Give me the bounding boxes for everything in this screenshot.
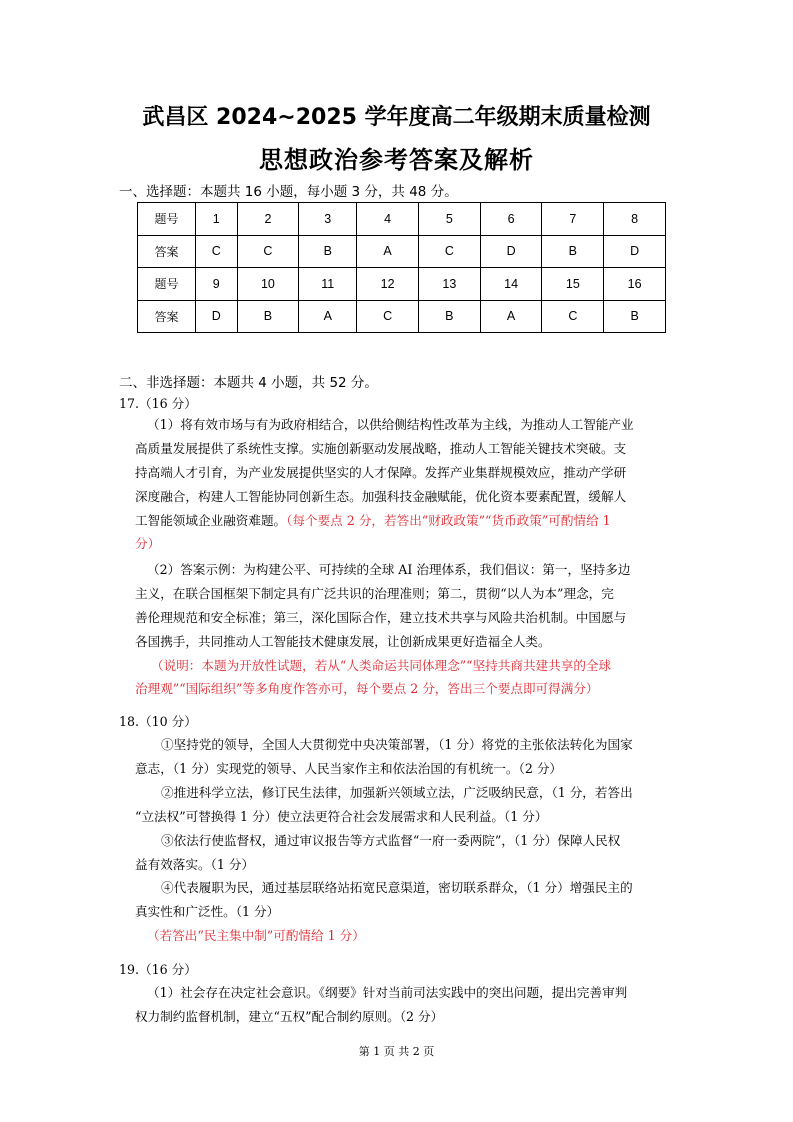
q17-p1-text: 工智能领域企业融资难题。 [135,513,287,528]
q17-p1-line-last [135,507,611,535]
q18-answer-line: 真实性和广泛性。（1 分） [135,904,280,919]
row-label: 题号 [138,268,196,301]
question-number: 15 [542,268,604,301]
question-number: 3 [299,203,357,236]
question-number: 5 [418,203,480,236]
answer-cell: C [196,235,238,268]
answer-cell: A [357,235,419,268]
q18-answer-line: ①坚持党的领导，全国人大贯彻党中央决策部署，（1 分）将党的主张依法转化为国家 [161,737,633,752]
doc-title-line1: 武昌区 2024~2025 学年度高二年级期末质量检测 [142,105,651,130]
doc-title-line2: 思想政治参考答案及解析 [259,146,534,174]
answer-cell: C [237,235,299,268]
section2-heading: 二、非选择题：本题共 4 小题，共 52 分。 [119,375,378,391]
q17-p2-note: （说明：本题为开放性试题，若从“人类命运共同体理念”“坚持共商共建共享的全球 [151,658,612,673]
q19-title: 19.（16 分） [119,962,197,977]
q19-p1-line: 权力制约监督机制，建立“五权”配合制约原则。（2 分） [135,1009,444,1024]
answer-cell: A [299,300,357,333]
question-number: 2 [237,203,299,236]
answer-cell: B [604,300,666,333]
q17-p1-line: 高质量发展提供了系统性支撑。实施创新驱动发展战略，推动人工智能关键技术突破。支 [135,441,627,456]
question-number: 1 [196,203,238,236]
question-number: 14 [480,268,542,301]
row-label: 题号 [138,203,196,236]
answer-table [137,202,666,333]
answer-cell: C [542,300,604,333]
table-row-questions-1 [138,203,666,236]
q17-p2-note: 治理观”“国际组织”等多角度作答亦可，每个要点 2 分，答出三个要点即可得满分） [135,681,599,696]
answer-cell: C [418,235,480,268]
q17-p2-line: 各国携手，共同推动人工智能技术健康发展，让创新成果更好造福全人类。 [135,634,551,649]
answer-cell: D [480,235,542,268]
answer-cell: C [357,300,419,333]
question-number: 8 [604,203,666,236]
q18-answer-line: 益有效落实。（1 分） [135,857,255,872]
answer-cell: B [418,300,480,333]
q18-answer-line: ④代表履职为民，通过基层联络站拓宽民意渠道，密切联系群众，（1 分）增强民主的 [161,880,633,895]
q18-answer-line: ③依法行使监督权，通过审议报告等方式监督“一府一委两院”，（1 分）保障人民权 [161,833,621,848]
q18-title: 18.（10 分） [119,714,197,729]
table-row-questions-2 [138,268,666,301]
q17-p2-line: 善伦理规范和安全标准；第三，深化国际合作，建立技术共享与风险共治机制。中国愿与 [135,610,627,625]
question-number: 11 [299,268,357,301]
answer-cell: B [237,300,299,333]
answer-cell: B [542,235,604,268]
q17-p1-line: 持高端人才引育，为产业发展提供坚实的人才保障。发挥产业集群规模效应，推动产学研 [135,465,627,480]
q18-answer-line: “立法权”可替换得 1 分）使立法更符合社会发展需求和人民利益。（1 分） [135,809,548,824]
question-number: 12 [357,268,419,301]
q17-title: 17.（16 分） [119,396,197,411]
q17-p1-line: 深度融合，构建人工智能协同创新生态。加强科技金融赋能，优化资本要素配置，缓解人 [135,489,627,504]
q19-p1-line: （1）社会存在决定社会意识。《纲要》针对当前司法实践中的突出问题，提出完善审判 [147,985,628,1000]
table-row-answers-2 [138,300,666,333]
q18-answer-line: 意志，（1 分）实现党的领导、人民当家作主和依法治国的有机统一。（2 分） [135,761,563,776]
question-number: 10 [237,268,299,301]
q17-p1-scoring-note: （每个要点 2 分，若答出“财政政策”“货币政策”可酌情给 1 [286,513,611,528]
answer-cell: B [299,235,357,268]
answer-cell: D [604,235,666,268]
page-number: 第 1 页 共 2 页 [358,1045,435,1058]
q18-note: （若答出“民主集中制”可酌情给 1 分） [147,928,365,943]
q18-answer-line: ②推进科学立法，修订民生法律，加强新兴领域立法，广泛吸纳民意，（1 分，若答出 [161,785,633,800]
q17-p1-scoring-note-end: 分） [135,536,161,551]
answer-cell: D [196,300,238,333]
q17-p1-line: （1）将有效市场与有为政府相结合，以供给侧结构性改革为主线，为推动人工智能产业 [147,417,634,432]
question-number: 6 [480,203,542,236]
q17-p2-line: （2）答案示例：为构建公平、可持续的全球 AI 治理体系，我们倡议：第一，坚持多边 [147,562,631,577]
question-number: 16 [604,268,666,301]
table-row-answers-1 [138,235,666,268]
answer-cell: A [480,300,542,333]
q17-p2-line: 主义，在联合国框架下制定具有广泛共识的治理准则；第二，贯彻“以人为本”理念，完 [135,586,614,601]
question-number: 9 [196,268,238,301]
row-label: 答案 [138,300,196,333]
row-label: 答案 [138,235,196,268]
question-number: 7 [542,203,604,236]
question-number: 13 [418,268,480,301]
question-number: 4 [357,203,419,236]
section1-heading: 一、选择题：本题共 16 小题，每小题 3 分，共 48 分。 [119,184,458,200]
